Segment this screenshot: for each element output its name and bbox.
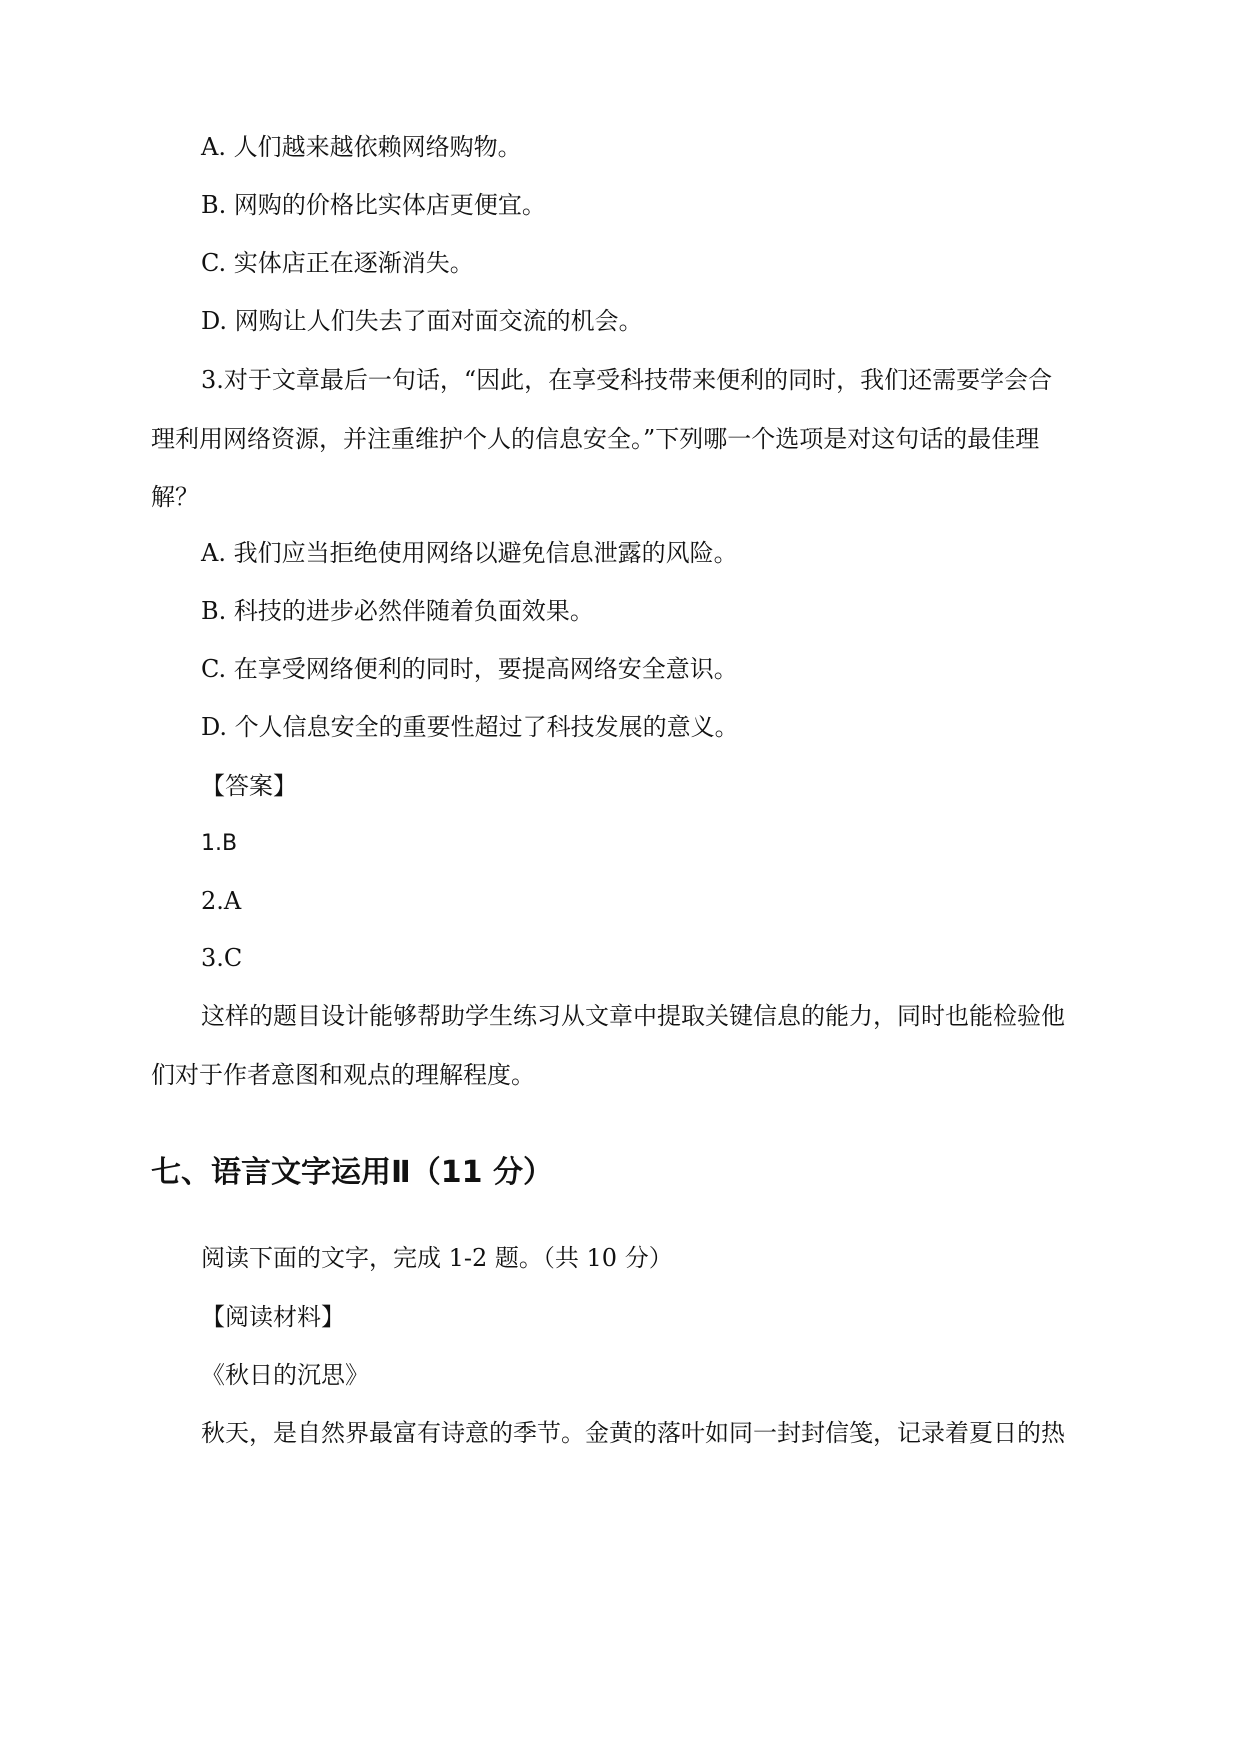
q3-question-line-3: 解？ <box>151 483 199 511</box>
q3-question-line-2: 理利用网络资源，并注重维护个人的信息安全。”下列哪一个选项是对这句话的最佳理 <box>151 425 1040 453</box>
q2-option-d: D. 网购让人们失去了面对面交流的机会。 <box>201 307 643 335</box>
q3-question-line-1: 3.对于文章最后一句话，“因此，在享受科技带来便利的同时，我们还需要学会合 <box>201 366 1053 394</box>
q3-option-a: A. 我们应当拒绝使用网络以避免信息泄露的风险。 <box>201 539 738 567</box>
answer-label: 【答案】 <box>201 772 297 800</box>
q3-option-d: D. 个人信息安全的重要性超过了科技发展的意义。 <box>201 713 739 741</box>
q3-option-c: C. 在享受网络便利的同时，要提高网络安全意识。 <box>201 655 738 683</box>
q2-option-c: C. 实体店正在逐渐消失。 <box>201 249 474 277</box>
commentary-line-1: 这样的题目设计能够帮助学生练习从文章中提取关键信息的能力，同时也能检验他 <box>201 1002 1065 1030</box>
answer-1: 1.B <box>201 831 238 856</box>
material-label: 【阅读材料】 <box>201 1303 345 1331</box>
section-heading: 七、语言文字运用Ⅱ（11 分） <box>151 1155 553 1190</box>
q2-option-a: A. 人们越来越依赖网络购物。 <box>201 133 522 161</box>
q3-option-b: B. 科技的进步必然伴随着负面效果。 <box>201 597 594 625</box>
answer-2: 2.A <box>201 887 242 915</box>
essay-line-1: 秋天，是自然界最富有诗意的季节。金黄的落叶如同一封封信笺，记录着夏日的热 <box>201 1419 1065 1447</box>
answer-3: 3.C <box>201 944 243 972</box>
essay-title: 《秋日的沉思》 <box>201 1361 369 1389</box>
q2-option-b: B. 网购的价格比实体店更便宜。 <box>201 191 546 219</box>
commentary-line-2: 们对于作者意图和观点的理解程度。 <box>151 1061 535 1089</box>
section-instruction: 阅读下面的文字，完成 1-2 题。（共 10 分） <box>201 1244 673 1272</box>
